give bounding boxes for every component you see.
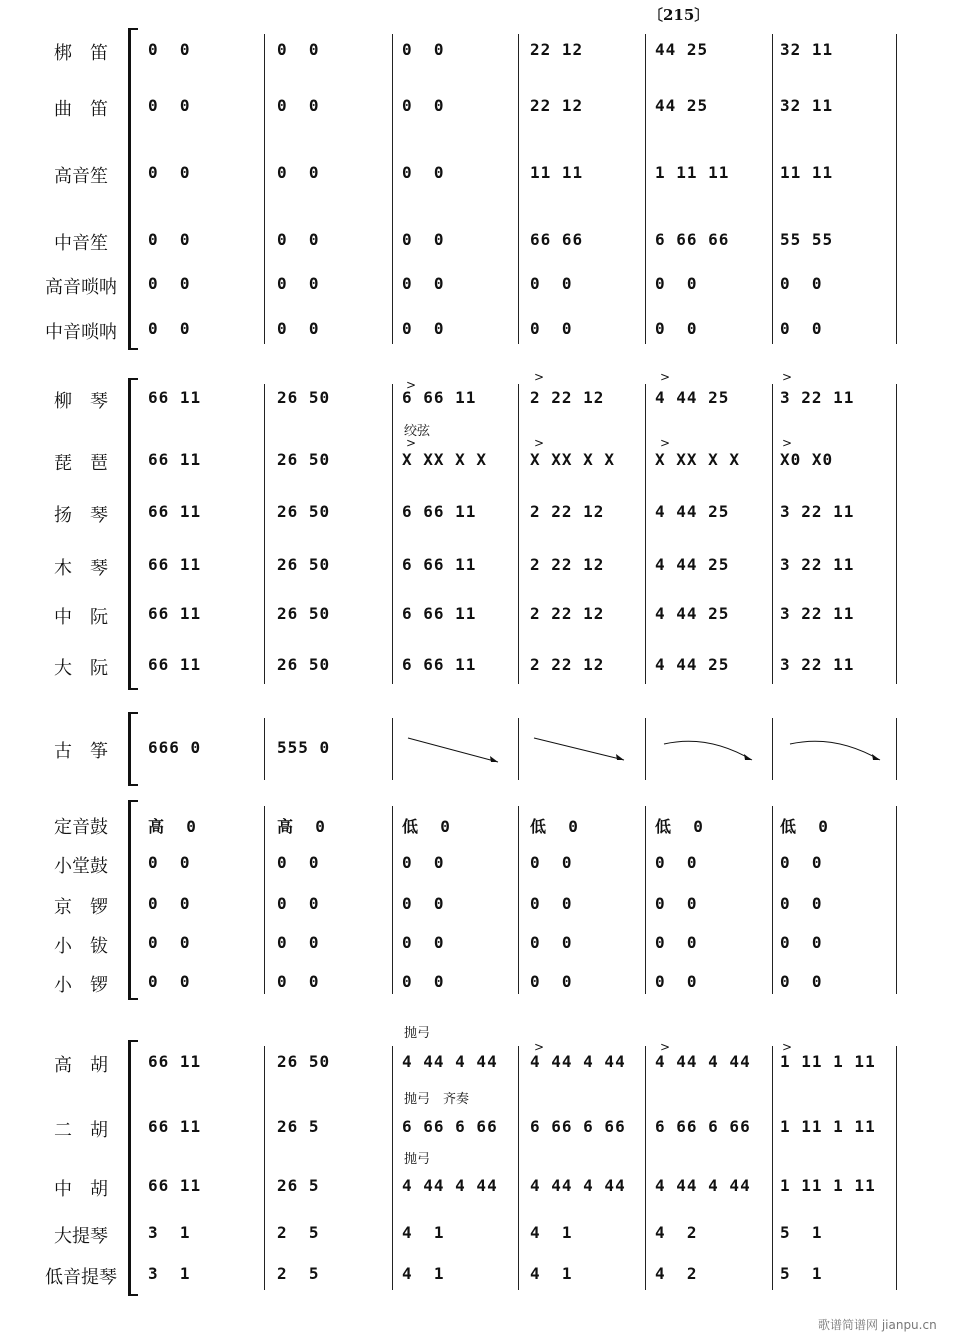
accent-mark: > (406, 378, 417, 392)
measure-cell: 0 0 (148, 894, 191, 913)
measure-cell: 0 0 (148, 40, 191, 59)
measure-cell: 66 11 (148, 502, 202, 521)
measure-cell: 4 44 4 44 (530, 1052, 626, 1071)
measure-cell: 0 0 (277, 853, 320, 872)
measure-cell: 4 44 25 (655, 555, 730, 574)
measure-cell: 55 55 (780, 230, 834, 249)
measure-cell: 2 22 12 (530, 502, 605, 521)
measure-cell: 低 0 (530, 817, 579, 836)
measure-cell: X XX X X (530, 450, 616, 469)
performance-note: 抛弓 (404, 1026, 431, 1041)
measure-cell: 6 66 11 (402, 555, 477, 574)
measure-cell: 6 66 11 (402, 604, 477, 623)
measure-cell: 66 11 (148, 655, 202, 674)
measure-cell: 4 44 4 44 (655, 1176, 751, 1195)
measure-cell: 32 11 (780, 40, 834, 59)
measure-cell: 26 50 (277, 1052, 331, 1071)
measure-cell: 1 11 1 11 (780, 1117, 876, 1136)
measure-cell: 4 1 (530, 1264, 573, 1283)
instrument-name: 小 锣 (54, 975, 108, 996)
measure-cell: 555 0 (277, 738, 331, 757)
instrument-name: 高音笙 (54, 166, 108, 187)
measure-cell: 6 66 6 66 (530, 1117, 626, 1136)
measure-cell: 3 1 (148, 1223, 191, 1242)
measure-cell: 0 0 (277, 163, 320, 182)
measure-cell: 0 0 (655, 274, 698, 293)
measure-cell: 1 11 11 (655, 163, 730, 182)
measure-cell: 低 0 (780, 817, 829, 836)
accent-mark: > (534, 436, 545, 450)
measure-cell: 0 0 (148, 853, 191, 872)
instrument-name: 京 锣 (54, 897, 108, 918)
performance-note: 绞弦 (404, 424, 431, 439)
measure-cell: 0 0 (148, 163, 191, 182)
instrument-name: 定音鼓 (54, 817, 108, 838)
measure-cell: 3 22 11 (780, 502, 855, 521)
measure-cell: 4 1 (402, 1223, 445, 1242)
measure-cell: 6 66 6 66 (402, 1117, 498, 1136)
instrument-name: 高 胡 (54, 1055, 108, 1076)
instrument-name: 曲 笛 (54, 99, 108, 120)
measure-cell: 3 1 (148, 1264, 191, 1283)
measure-cell: 5 1 (780, 1264, 823, 1283)
measure-cell: 11 11 (780, 163, 834, 182)
measure-cell: 22 12 (530, 96, 584, 115)
accent-mark: > (660, 370, 671, 384)
measure-cell: 66 11 (148, 1052, 202, 1071)
performance-note: 抛弓 齐奏 (404, 1092, 470, 1107)
instrument-name: 中 胡 (54, 1179, 108, 1200)
measure-cell: 26 50 (277, 450, 331, 469)
instrument-name: 扬 琴 (54, 505, 108, 526)
measure-cell: 低 0 (655, 817, 704, 836)
instrument-name: 二 胡 (54, 1120, 108, 1141)
measure-cell: 26 50 (277, 388, 331, 407)
measure-cell: 11 11 (530, 163, 584, 182)
measure-cell: 0 0 (277, 274, 320, 293)
measure-cell: 1 11 1 11 (780, 1052, 876, 1071)
measure-cell: 2 22 12 (530, 388, 605, 407)
measure-cell: 66 66 (530, 230, 584, 249)
measure-cell: 0 0 (530, 274, 573, 293)
measure-cell: 6 66 66 (655, 230, 730, 249)
glissando-arrowhead (616, 754, 624, 760)
measure-cell: X XX X X (655, 450, 741, 469)
measure-cell: 4 44 4 44 (402, 1052, 498, 1071)
measure-cell: 6 66 6 66 (655, 1117, 751, 1136)
performance-note: 抛弓 (404, 1152, 431, 1167)
instrument-name: 低音提琴 (45, 1267, 117, 1288)
instrument-name: 中 阮 (54, 607, 108, 628)
measure-cell: 0 0 (530, 853, 573, 872)
measure-cell: 0 0 (277, 96, 320, 115)
accent-mark: > (782, 436, 793, 450)
measure-cell: X0 X0 (780, 450, 834, 469)
measure-cell: 低 0 (402, 817, 451, 836)
measure-cell: 0 0 (402, 894, 445, 913)
instrument-name: 小 钹 (54, 936, 108, 957)
measure-cell: 0 0 (402, 933, 445, 952)
measure-cell: 0 0 (780, 972, 823, 991)
measure-cell: 0 0 (780, 274, 823, 293)
measure-cell: 2 5 (277, 1264, 320, 1283)
measure-cell: 4 44 25 (655, 655, 730, 674)
instrument-name: 高音唢呐 (45, 277, 117, 298)
measure-cell: 4 44 25 (655, 604, 730, 623)
measure-cell: 2 22 12 (530, 604, 605, 623)
measure-cell: 0 0 (402, 163, 445, 182)
measure-cell: 0 0 (780, 319, 823, 338)
accent-mark: > (782, 1040, 793, 1054)
instrument-name: 梆 笛 (54, 43, 108, 64)
measure-cell: 0 0 (148, 972, 191, 991)
measure-cell: 666 0 (148, 738, 202, 757)
measure-cell: 4 1 (530, 1223, 573, 1242)
measure-cell: 0 0 (277, 230, 320, 249)
measure-cell: 26 50 (277, 502, 331, 521)
measure-cell: 6 66 11 (402, 388, 477, 407)
measure-cell: 0 0 (402, 972, 445, 991)
accent-mark: > (534, 1040, 545, 1054)
measure-cell: 0 0 (277, 319, 320, 338)
measure-cell: 0 0 (402, 319, 445, 338)
accent-mark: > (660, 1040, 671, 1054)
measure-cell: 4 2 (655, 1264, 698, 1283)
measure-cell: X XX X X (402, 450, 488, 469)
accent-mark: > (534, 370, 545, 384)
measure-cell: 3 22 11 (780, 388, 855, 407)
measure-cell: 0 0 (530, 933, 573, 952)
instrument-name: 大 阮 (54, 658, 108, 679)
instrument-name: 木 琴 (54, 558, 108, 579)
measure-cell: 0 0 (530, 319, 573, 338)
measure-cell: 4 44 4 44 (402, 1176, 498, 1195)
measure-cell: 0 0 (402, 96, 445, 115)
measure-cell: 66 11 (148, 604, 202, 623)
measure-cell: 0 0 (655, 894, 698, 913)
measure-cell: 高 0 (277, 817, 326, 836)
instrument-name: 大提琴 (54, 1226, 108, 1247)
measure-cell: 66 11 (148, 555, 202, 574)
measure-cell: 0 0 (277, 933, 320, 952)
measure-cell: 0 0 (277, 894, 320, 913)
measure-cell: 4 2 (655, 1223, 698, 1242)
measure-cell: 0 0 (655, 972, 698, 991)
measure-cell: 66 11 (148, 450, 202, 469)
glissando-line (534, 738, 624, 760)
measure-cell: 4 1 (402, 1264, 445, 1283)
measure-cell: 4 44 4 44 (655, 1052, 751, 1071)
measure-cell: 0 0 (780, 853, 823, 872)
measure-cell: 0 0 (655, 319, 698, 338)
measure-cell: 2 5 (277, 1223, 320, 1242)
accent-mark: > (660, 436, 671, 450)
instrument-name: 柳 琴 (54, 391, 108, 412)
measure-cell: 26 50 (277, 555, 331, 574)
glissando-line (790, 741, 880, 760)
measure-cell: 0 0 (277, 40, 320, 59)
instrument-name: 古 筝 (54, 741, 108, 762)
measure-cell: 66 11 (148, 388, 202, 407)
rehearsal-mark: 〔215〕 (648, 6, 710, 24)
measure-cell: 4 44 25 (655, 502, 730, 521)
measure-cell: 4 44 4 44 (530, 1176, 626, 1195)
measure-cell: 2 22 12 (530, 555, 605, 574)
instrument-name: 中音笙 (54, 233, 108, 254)
measure-cell: 26 5 (277, 1176, 320, 1195)
measure-cell: 26 50 (277, 604, 331, 623)
measure-cell: 0 0 (530, 972, 573, 991)
instrument-name: 琵 琶 (54, 453, 108, 474)
measure-cell: 3 22 11 (780, 655, 855, 674)
footer-watermark: 歌谱简谱网 jianpu.cn (818, 1318, 937, 1332)
measure-cell: 0 0 (402, 230, 445, 249)
measure-cell: 0 0 (148, 230, 191, 249)
measure-cell: 44 25 (655, 40, 709, 59)
measure-cell: 0 0 (148, 274, 191, 293)
measure-cell: 6 66 11 (402, 502, 477, 521)
measure-cell: 0 0 (148, 933, 191, 952)
glissando-line (408, 738, 498, 762)
measure-cell: 44 25 (655, 96, 709, 115)
measure-cell: 高 0 (148, 817, 197, 836)
measure-cell: 66 11 (148, 1176, 202, 1195)
measure-cell: 2 22 12 (530, 655, 605, 674)
measure-cell: 0 0 (277, 972, 320, 991)
measure-cell: 0 0 (780, 933, 823, 952)
measure-cell: 26 50 (277, 655, 331, 674)
measure-cell: 32 11 (780, 96, 834, 115)
measure-cell: 0 0 (780, 894, 823, 913)
measure-cell: 66 11 (148, 1117, 202, 1136)
measure-cell: 0 0 (148, 96, 191, 115)
instrument-name: 中音唢呐 (45, 322, 117, 343)
accent-mark: > (782, 370, 793, 384)
measure-cell: 1 11 1 11 (780, 1176, 876, 1195)
measure-cell: 0 0 (402, 40, 445, 59)
measure-cell: 22 12 (530, 40, 584, 59)
measure-cell: 3 22 11 (780, 555, 855, 574)
measure-cell: 4 44 25 (655, 388, 730, 407)
measure-cell: 26 5 (277, 1117, 320, 1136)
measure-cell: 0 0 (530, 894, 573, 913)
measure-cell: 0 0 (148, 319, 191, 338)
glissando-line (664, 741, 752, 760)
accent-mark: > (406, 436, 417, 450)
measure-cell: 3 22 11 (780, 604, 855, 623)
glissando-arrowhead (490, 756, 498, 762)
measure-cell: 0 0 (402, 853, 445, 872)
measure-cell: 0 0 (402, 274, 445, 293)
measure-cell: 6 66 11 (402, 655, 477, 674)
instrument-name: 小堂鼓 (54, 856, 108, 877)
measure-cell: 5 1 (780, 1223, 823, 1242)
measure-cell: 0 0 (655, 853, 698, 872)
measure-cell: 0 0 (655, 933, 698, 952)
